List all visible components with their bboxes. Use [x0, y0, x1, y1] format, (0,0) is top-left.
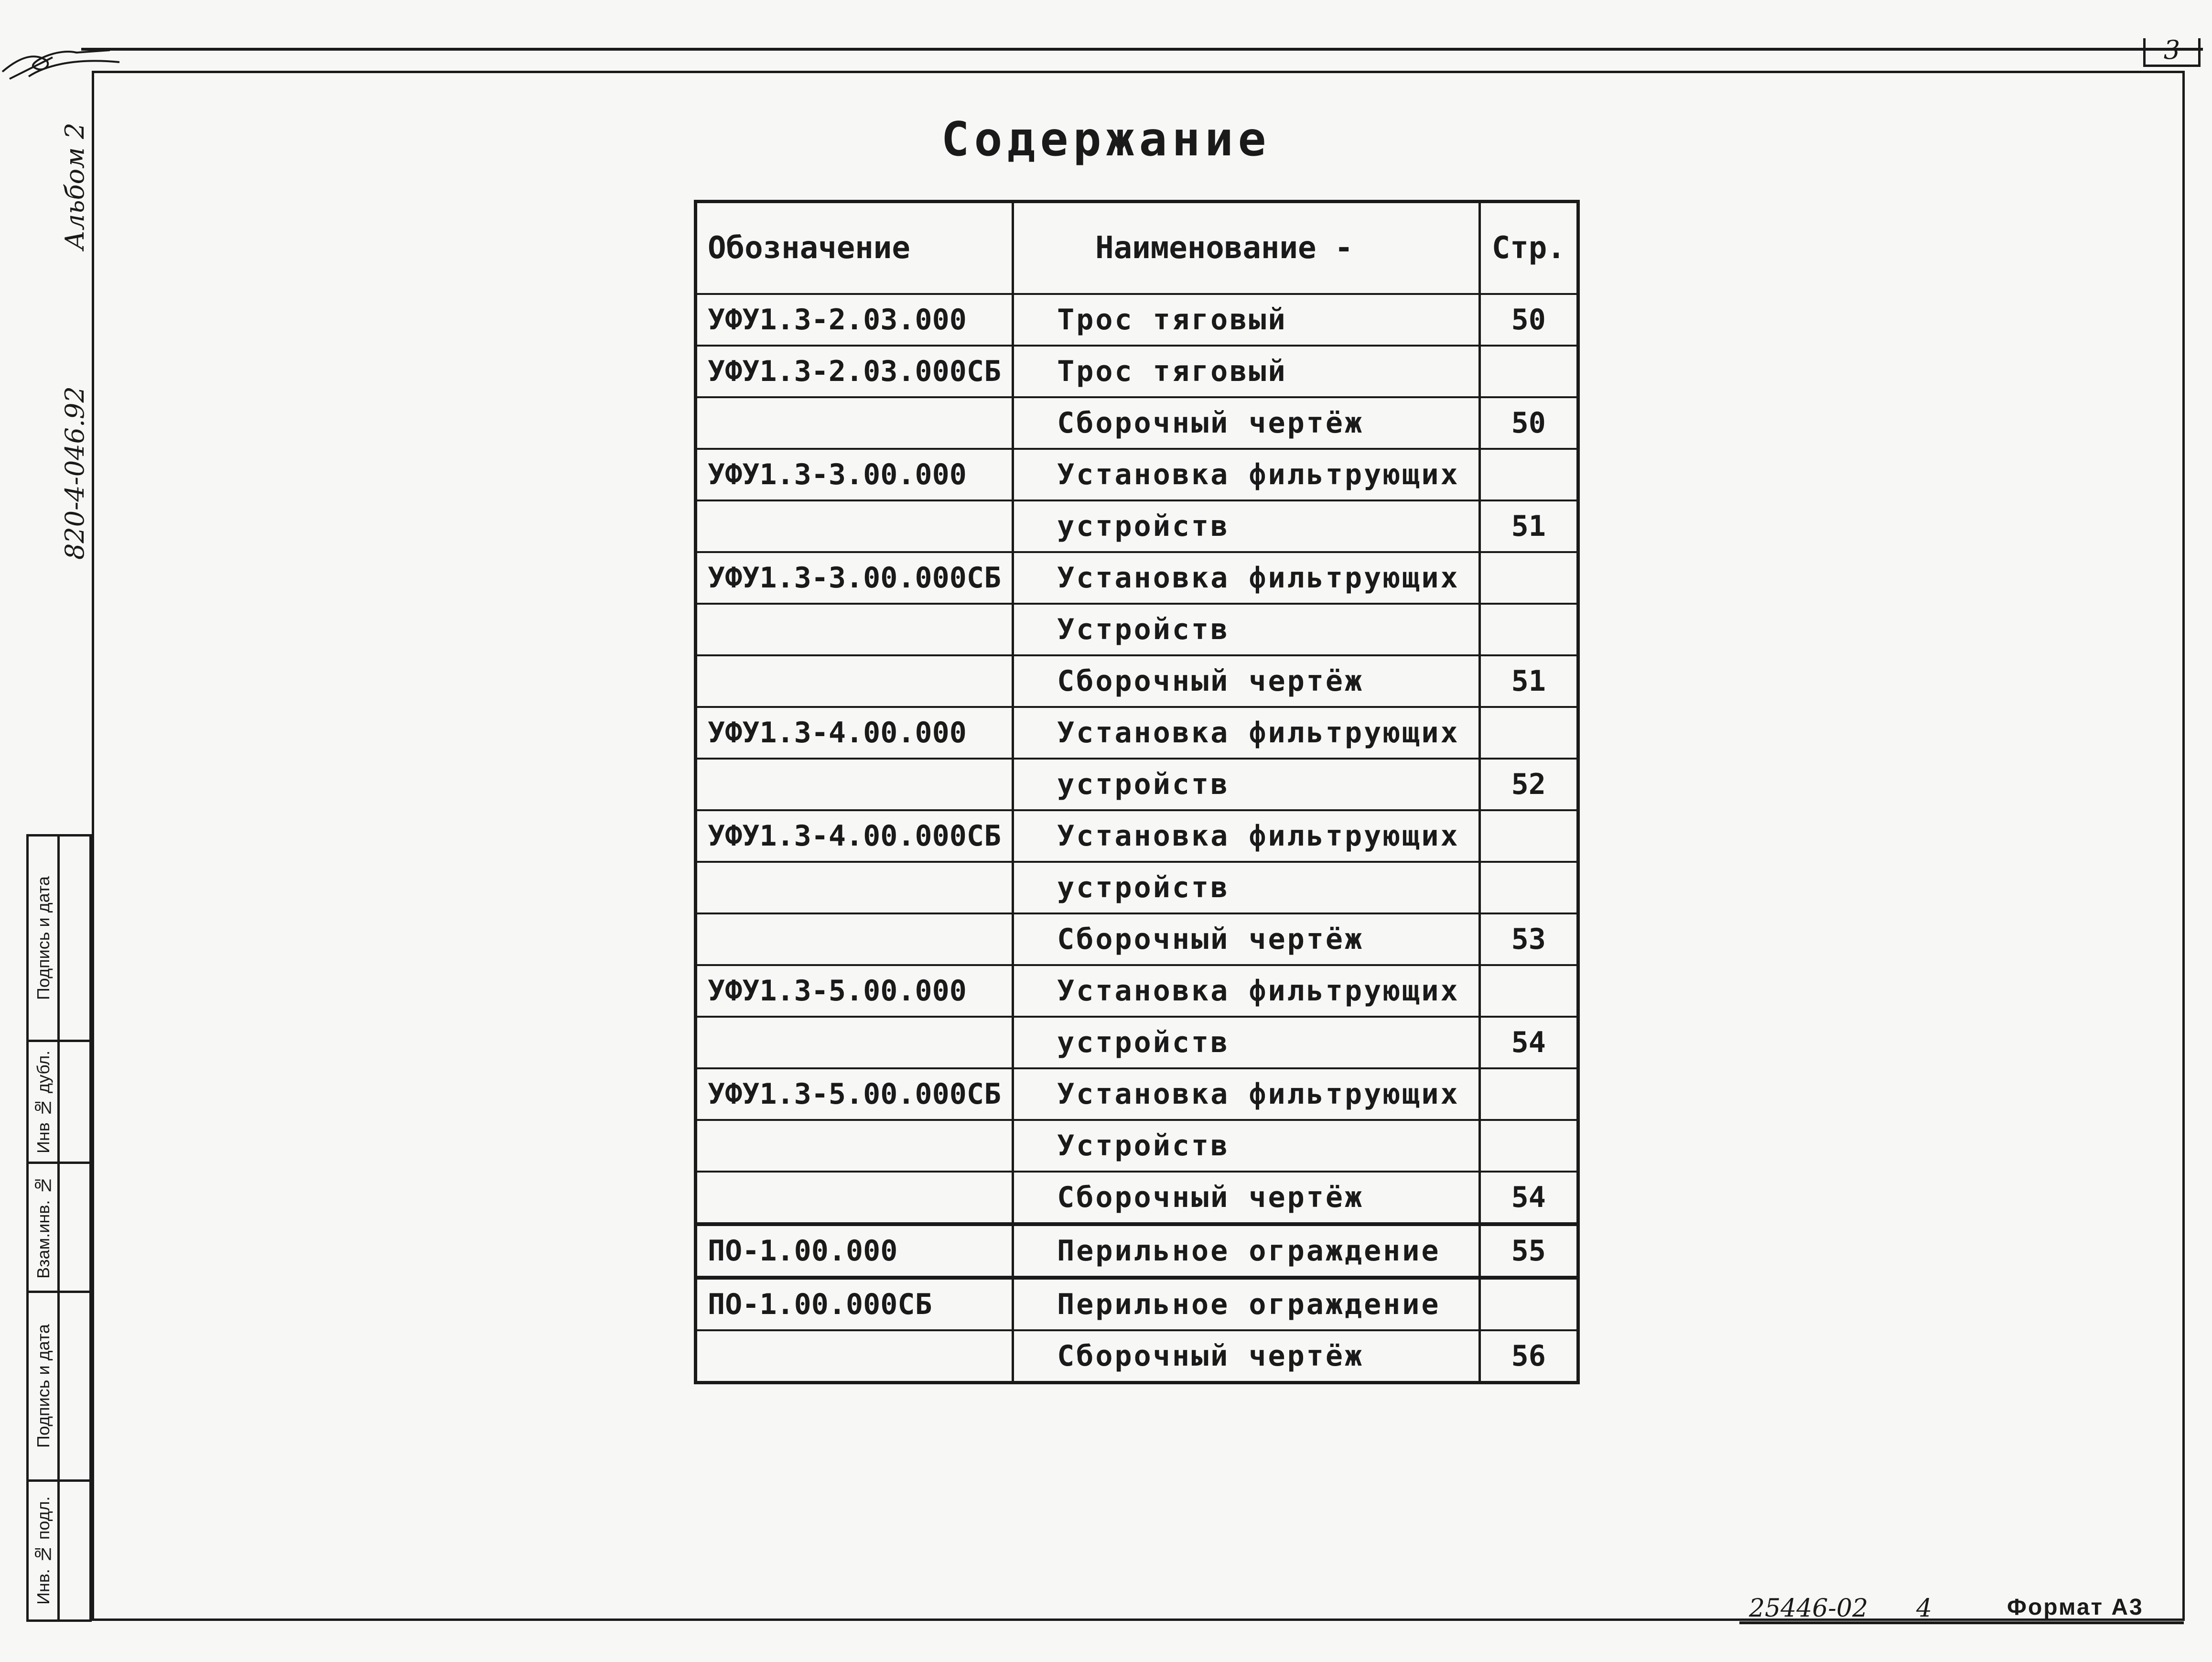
cell-name: устройств: [1013, 759, 1479, 810]
table-row: [696, 500, 1578, 552]
cell-designation: [696, 655, 1013, 707]
cell-name: устройств: [1013, 1017, 1479, 1068]
table-header-row: [696, 202, 1578, 294]
table-row: [696, 1068, 1578, 1120]
stamp-label: Инв № дубл.: [33, 1050, 53, 1153]
table-row: [696, 1330, 1578, 1383]
cell-name: Перильное ограждение: [1013, 1224, 1479, 1278]
cell-name: Сборочный чертёж: [1013, 1330, 1479, 1383]
header-name: Наименование -: [1013, 202, 1479, 294]
cell-name: Устройств: [1013, 1120, 1479, 1172]
cell-designation: [696, 1017, 1013, 1068]
table-row: [696, 1017, 1578, 1068]
cell-name: Установка фильтрующих: [1013, 810, 1479, 862]
cell-page: [1479, 1120, 1578, 1172]
table-row: [696, 707, 1578, 759]
cell-page: [1479, 552, 1578, 604]
cell-page: [1479, 810, 1578, 862]
signature-mark: [0, 38, 124, 86]
cell-name: Перильное ограждение: [1013, 1278, 1479, 1330]
cell-name: Установка фильтрующих: [1013, 707, 1479, 759]
stamp-cell: [29, 1162, 89, 1291]
stamp-cell: [29, 1040, 89, 1162]
cell-designation: ПО-1.00.000СБ: [696, 1278, 1013, 1330]
page-title: Содержание: [941, 112, 1271, 167]
cell-designation: УФУ1.3-5.00.000СБ: [696, 1068, 1013, 1120]
table-row: [696, 604, 1578, 655]
cell-page: 55: [1479, 1224, 1578, 1278]
cell-designation: УФУ1.3-2.03.000СБ: [696, 346, 1013, 397]
cell-designation: УФУ1.3-2.03.000: [696, 294, 1013, 346]
album-label: Альбом 2: [60, 122, 90, 250]
cell-designation: [696, 1330, 1013, 1383]
table-row: [696, 1278, 1578, 1330]
cell-page: [1479, 1068, 1578, 1120]
stamp-label: Подпись и дата: [33, 1324, 53, 1448]
footer-sheet-number: 4: [1916, 1594, 1932, 1623]
footer-document-code: 25446-02: [1749, 1594, 1868, 1623]
cell-name: Трос тяговый: [1013, 294, 1479, 346]
table-row: [696, 965, 1578, 1017]
stamp-cell: [29, 1291, 89, 1479]
contents-body: [696, 294, 1578, 1383]
table-row: [696, 810, 1578, 862]
stamp-label: Инв. № подл.: [33, 1496, 53, 1605]
table-row: [696, 1120, 1578, 1172]
cell-page: [1479, 862, 1578, 913]
cell-name: Сборочный чертёж: [1013, 1172, 1479, 1224]
cell-designation: [696, 397, 1013, 449]
cell-name: Сборочный чертёж: [1013, 913, 1479, 965]
cell-name: устройств: [1013, 862, 1479, 913]
table-row: [696, 346, 1578, 397]
cell-designation: [696, 759, 1013, 810]
cell-designation: УФУ1.3-3.00.000: [696, 449, 1013, 500]
cell-name: Сборочный чертёж: [1013, 397, 1479, 449]
table-row: [696, 294, 1578, 346]
document-code: 820-4-046.92: [60, 386, 90, 560]
cell-designation: [696, 913, 1013, 965]
cell-designation: УФУ1.3-4.00.000: [696, 707, 1013, 759]
cell-page: [1479, 1278, 1578, 1330]
table-row: [696, 913, 1578, 965]
cell-name: Сборочный чертёж: [1013, 655, 1479, 707]
cell-designation: [696, 862, 1013, 913]
cell-page: [1479, 449, 1578, 500]
stamp-label: Взам.инв. №: [33, 1175, 53, 1279]
cell-designation: УФУ1.3-3.00.000СБ: [696, 552, 1013, 604]
contents-table: [694, 200, 1580, 1384]
cell-designation: УФУ1.3-4.00.000СБ: [696, 810, 1013, 862]
table-row: [696, 552, 1578, 604]
sheet-number: 3: [2143, 38, 2201, 67]
cell-page: 51: [1479, 655, 1578, 707]
stamp-label: Подпись и дата: [33, 876, 53, 1000]
footer-format: Формат А3: [2007, 1595, 2144, 1620]
cell-designation: ПО-1.00.000: [696, 1224, 1013, 1278]
cell-designation: [696, 1172, 1013, 1224]
table-row: [696, 397, 1578, 449]
cell-name: Трос тяговый: [1013, 346, 1479, 397]
cell-page: [1479, 965, 1578, 1017]
cell-page: 53: [1479, 913, 1578, 965]
header-page: Стр.: [1479, 202, 1578, 294]
cell-page: 50: [1479, 397, 1578, 449]
cell-name: Установка фильтрующих: [1013, 552, 1479, 604]
header-designation: Обозначение: [696, 202, 1013, 294]
table-row: [696, 1172, 1578, 1224]
cell-name: Установка фильтрующих: [1013, 449, 1479, 500]
cell-page: 50: [1479, 294, 1578, 346]
cell-page: 51: [1479, 500, 1578, 552]
cell-page: 54: [1479, 1017, 1578, 1068]
stamp-cell: [29, 1479, 89, 1619]
cell-designation: [696, 500, 1013, 552]
table-row: [696, 862, 1578, 913]
table-row: [696, 655, 1578, 707]
top-border-line: [81, 48, 2203, 51]
cell-page: [1479, 346, 1578, 397]
cell-page: [1479, 604, 1578, 655]
cell-page: 52: [1479, 759, 1578, 810]
stamp-column: [26, 834, 92, 1622]
cell-designation: [696, 604, 1013, 655]
cell-name: Устройств: [1013, 604, 1479, 655]
table-row: [696, 1224, 1578, 1278]
cell-designation: [696, 1120, 1013, 1172]
stamp-cell: [29, 836, 89, 1040]
cell-name: Установка фильтрующих: [1013, 1068, 1479, 1120]
table-row: [696, 759, 1578, 810]
cell-designation: УФУ1.3-5.00.000: [696, 965, 1013, 1017]
cell-page: 56: [1479, 1330, 1578, 1383]
cell-page: [1479, 707, 1578, 759]
table-row: [696, 449, 1578, 500]
cell-name: устройств: [1013, 500, 1479, 552]
cell-page: 54: [1479, 1172, 1578, 1224]
cell-name: Установка фильтрующих: [1013, 965, 1479, 1017]
